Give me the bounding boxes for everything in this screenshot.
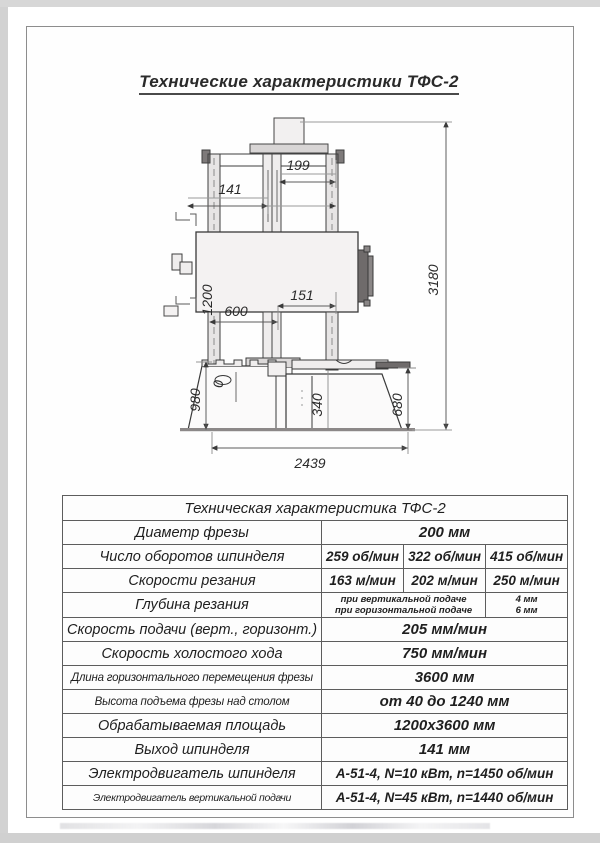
depth-value-vertical: 4 мм xyxy=(515,594,538,605)
row-label: Скорость подачи (верт., горизонт.) xyxy=(63,618,322,642)
row-label: Глубина резания xyxy=(63,593,322,618)
row-value-2: 202 м/мин xyxy=(404,569,486,593)
row-label: Высота подъема фрезы над столом xyxy=(63,690,322,714)
dimension-label-980: 980 xyxy=(187,388,203,412)
table-row xyxy=(63,714,568,738)
table-row xyxy=(63,690,568,714)
table-row xyxy=(63,738,568,762)
dimension-label-1200: 1200 xyxy=(199,284,215,316)
table-row xyxy=(63,521,568,545)
row-value: А-51-4, N=45 кВт, n=1440 об/мин xyxy=(322,786,568,810)
dimension-label-680: 680 xyxy=(389,393,405,417)
depth-values xyxy=(486,593,568,618)
table-row-depth xyxy=(63,593,568,618)
table-header-row xyxy=(63,496,568,521)
row-label: Электродвигатель вертикальной подачи xyxy=(63,786,322,810)
table-row xyxy=(63,786,568,810)
row-value: 141 мм xyxy=(322,738,568,762)
page-title-text: Технические характеристики ТФС-2 xyxy=(139,72,458,95)
depth-condition-horizontal: при горизонтальной подаче xyxy=(334,605,473,616)
row-label: Скорость холостого хода xyxy=(63,642,322,666)
table-row xyxy=(63,618,568,642)
row-value-3: 415 об/мин xyxy=(486,545,568,569)
row-label: Длина горизонтального перемещения фрезы xyxy=(63,666,322,690)
row-value: А-51-4, N=10 кВт, n=1450 об/мин xyxy=(322,762,568,786)
page-title xyxy=(26,72,572,92)
row-value: 205 мм/мин xyxy=(322,618,568,642)
dimension-label-3180: 3180 xyxy=(425,264,441,296)
row-label: Диаметр фрезы xyxy=(63,521,322,545)
dimension-label-2439: 2439 xyxy=(294,455,326,471)
row-label: Скорости резания xyxy=(63,569,322,593)
scan-edge-top xyxy=(0,0,600,7)
scan-edge-left xyxy=(0,0,8,843)
row-value: 200 мм xyxy=(322,521,568,545)
scan-edge-bottom xyxy=(0,833,600,843)
table-row xyxy=(63,545,568,569)
row-label: Обрабатываемая площадь xyxy=(63,714,322,738)
row-label: Выход шпинделя xyxy=(63,738,322,762)
depth-conditions xyxy=(322,593,486,618)
dimension-label-141: 141 xyxy=(218,181,242,197)
depth-condition-vertical: при вертикальной подаче xyxy=(340,594,467,605)
dimension-label-600: 600 xyxy=(224,303,248,319)
row-value: 750 мм/мин xyxy=(322,642,568,666)
table-row xyxy=(63,762,568,786)
table-row xyxy=(63,666,568,690)
row-value-1: 163 м/мин xyxy=(322,569,404,593)
table-header-cell: Техническая характеристика ТФС-2 xyxy=(63,496,568,521)
machine-drawing xyxy=(150,110,570,485)
row-value: 3600 мм xyxy=(322,666,568,690)
row-value-3: 250 м/мин xyxy=(486,569,568,593)
row-value: 1200х3600 мм xyxy=(322,714,568,738)
row-value: от 40 до 1240 мм xyxy=(322,690,568,714)
row-label: Электродвигатель шпинделя xyxy=(63,762,322,786)
specification-table xyxy=(62,495,568,810)
depth-value-horizontal: 6 мм xyxy=(515,605,538,616)
row-value-1: 259 об/мин xyxy=(322,545,404,569)
table-row xyxy=(63,642,568,666)
row-value-2: 322 об/мин xyxy=(404,545,486,569)
scan-footer-smudge xyxy=(60,823,490,829)
dimension-label-199: 199 xyxy=(286,157,310,173)
dimension-label-340: 340 xyxy=(309,393,325,417)
dimension-label-151: 151 xyxy=(290,287,314,303)
table-row xyxy=(63,569,568,593)
dimension-label-0: 0 xyxy=(210,380,226,388)
row-label: Число оборотов шпинделя xyxy=(63,545,322,569)
